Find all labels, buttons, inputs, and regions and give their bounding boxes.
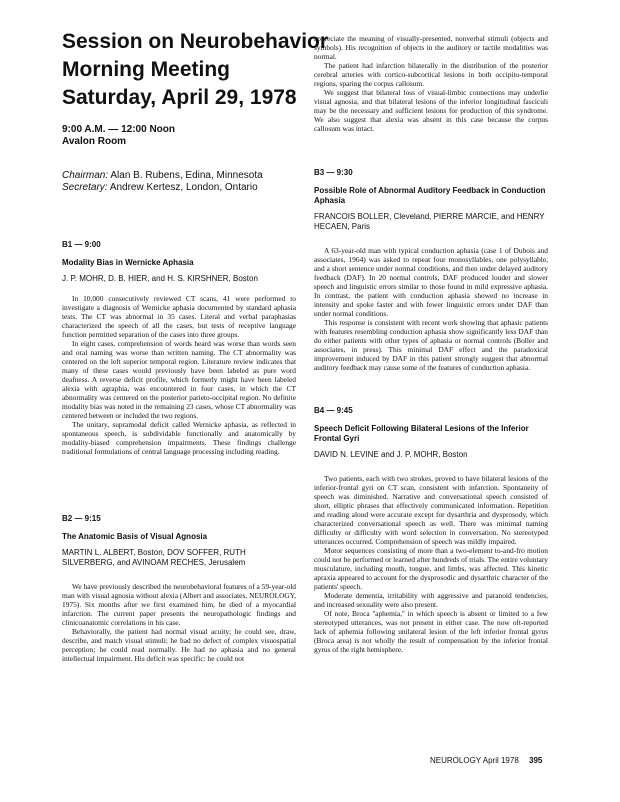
abstract-b1 — [62, 240, 296, 456]
abstract-body — [62, 294, 296, 456]
abstract-code: B1 — 9:00 — [62, 240, 101, 249]
abstract-code: B3 — 9:30 — [314, 168, 353, 177]
abstract-paragraph: Behaviorally, the patient had normal visual acuity; he could see, draw, describe, and match visual stimuli; he had no defect of complex visuospatial perception; he could read normally. He had no aphasia and no general intellectual impairment. His deficit was specific: he could not — [62, 627, 296, 663]
abstract-paragraph: We suggest that bilateral loss of visual-limbic connections may underlie visual agnosia, and that bilateral lesions of the inferior longitudinal fasciculi may be the necessary and sufficient lesions for production of this syndrome. We also suggest that alexia was absent in this case because the corpus callosum was intact. — [314, 88, 548, 133]
session-time: 9:00 A.M. — 12:00 Noon — [62, 124, 175, 135]
chairman-name: Alan B. Rubens, Edina, Minnesota — [110, 170, 263, 181]
chairman-line — [62, 170, 263, 182]
abstract-paragraph: A 63-year-old man with typical conduction aphasia (case 1 of Dubois and associates, 1964) was asked to repeat four monosyllables, one polysyllable, and a short sentence under normal conditions, and then under delayed auditory feedback (DAF). In 20 normal controls, DAF produced louder and slower speech and linguistic errors similar to those found in mild expressive aphasia. In contrast, the patient with conduction aphasia showed no increase in intensity and spoke faster and with fewer linguistic errors under DAF than under normal conditions. — [314, 246, 548, 318]
abstract-code: B2 — 9:15 — [62, 514, 101, 523]
abstract-title: Modality Bias in Wernicke Aphasia — [62, 258, 194, 267]
abstract-paragraph: This response is consistent with recent work showing that aphasic patients with features resembling conduction aphasia show significantly less DAF than do either patients with other types of aphasia or normal controls (Boller and associates, in press). This minimal DAF effect and the paradoxical improvement induced by DAF in this patient strongly suggest that abnormal auditory feedback may cause some of the features of conduction aphasia. — [314, 318, 548, 372]
abstract-paragraph: In 10,000 consecutively reviewed CT scans, 41 were performed to investigate a diagnosis of Wernicke aphasia documented by standard aphasia tests. The CT was abnormal in 35 cases. Literal and verbal paraphasias characterized the speech of all the cases, but tests of receptive language function permitted separation of the cases into three groups. — [62, 294, 296, 339]
journal-issue: NEUROLOGY April 1978 — [430, 756, 519, 765]
abstract-b4 — [314, 406, 548, 654]
abstract-body — [62, 582, 296, 663]
page-number: 395 — [529, 756, 543, 765]
abstract-paragraph: The unitary, supramodal deficit called Wernicke aphasia, as reflected in spontaneous speech, is subdividable functionally and anatomically by modality-biased comprehension impairments. These findings challenge traditional formulations of central language processing including reading. — [62, 420, 296, 456]
abstract-b3 — [314, 168, 548, 372]
abstract-paragraph: appreciate the meaning of visually-presented, nonverbal stimuli (objects and symbols). His recognition of objects in the auditory or tactile modalities was normal. — [314, 34, 548, 61]
session-time-block — [62, 124, 175, 148]
abstract-paragraph: Two patients, each with two strokes, proved to have bilateral lesions of the inferior-frontal gyri on CT scan, consistent with infarction. Spontaneity of speech was diminished. Narrative and conversational speech consisted of short, elliptic phrases that effectively communicated information. Repetition and reading aloud were accurate except for dysarthria and dysprosody, which characterized conversational speech as well. There was minimal naming difficulty or difficulty with word selection in conversation. No stereotyped utterances occurred. Comprehension of speech was mildly impaired. — [314, 474, 548, 546]
abstract-body — [314, 474, 548, 654]
abstract-b2 — [62, 514, 296, 663]
chairman-label: Chairman: — [62, 170, 109, 181]
abstract-b2-continued — [314, 34, 548, 133]
secretary-line — [62, 182, 263, 194]
secretary-name: Andrew Kertesz, London, Ontario — [109, 182, 258, 193]
abstract-title: Speech Deficit Following Bilateral Lesions of the Inferior Frontal Gyri — [314, 424, 529, 443]
abstract-paragraph: We have previously described the neurobehavioral features of a 59-year-old man with visual agnosia without alexia (Albert and associates, NEUROLOGY, 1975). Six months after we first examined him, he died of a myocardial infarction. The current paper presents the neuropathologic findings and clinicoanatomic correlations in his case. — [62, 582, 296, 627]
abstract-authors: J. P. MOHR, D. B. HIER, and H. S. KIRSHNER, Boston — [62, 274, 258, 283]
title-line-3: Saturday, April 29, 1978 — [62, 86, 297, 109]
abstract-paragraph: The patient had infarction bilaterally in the distribution of the posterior cerebral arteries with cortico-subcortical lesions in both occipito-temporal regions, sparing the corpus callosum. — [314, 61, 548, 88]
abstract-paragraph: Motor sequences consisting of more than a two-element to-and-fro motion could not be performed or learned after hundreds of trials. The entire voluntary musculature, including mouth, tongue, and limbs, was affected. This kinetic apraxia appeared to account for the dysprosodic and dysarthric character of the patients' speech. — [314, 546, 548, 591]
secretary-label: Secretary: — [62, 182, 108, 193]
abstract-paragraph: Of note, Broca ''aphemia,'' in which speech is absent or limited to a few stereotyped utterances, was not present in either case. The now oft-reported lack of aphemia following unilateral lesion of the left inferior frontal gyrus (Broca area) is not wholly the result of compensation by the inferior frontal gyrus of the right hemisphere. — [314, 609, 548, 654]
abstract-code: B4 — 9:45 — [314, 406, 353, 415]
abstract-title: The Anatomic Basis of Visual Agnosia — [62, 532, 208, 541]
title-line-1: Session on Neurobehavior — [62, 30, 329, 53]
page-title — [62, 28, 329, 112]
abstract-paragraph: In eight cases, comprehension of words heard was worse than words seen and oral naming was worse than written naming. The CT abnormality was centered on the left superior temporal region. Literature review indicates that many of these cases would previously have been labeled as pure word deafness. A reverse deficit profile, which formerly might have been labeled alexia with agraphia, was encountered in four cases, in which the CT abnormality was centered on the posterior parieto-occipital region. No definite modality bias was noted in the remaining 23 cases, whose CT abnormality was centered between or included the two regions. — [62, 339, 296, 420]
abstract-authors: MARTIN L. ALBERT, Boston, DOV SOFFER, RUTH SILVERBERG, and AVINOAM RECHES, Jerusalem — [62, 548, 246, 567]
abstract-authors: FRANCOIS BOLLER, Cleveland, PIERRE MARCIE, and HENRY HECAEN, Paris — [314, 212, 545, 231]
officers-block — [62, 170, 263, 194]
abstract-title: Possible Role of Abnormal Auditory Feedback in Conduction Aphasia — [314, 186, 546, 205]
session-room: Avalon Room — [62, 136, 127, 147]
page-footer — [430, 756, 542, 766]
abstract-paragraph: Moderate dementia, irritability with aggressive and paranoid tendencies, and increased sexuality were also present. — [314, 591, 548, 609]
title-line-2: Morning Meeting — [62, 58, 230, 81]
abstract-authors: DAVID N. LEVINE and J. P. MOHR, Boston — [314, 450, 468, 459]
abstract-body — [314, 246, 548, 372]
